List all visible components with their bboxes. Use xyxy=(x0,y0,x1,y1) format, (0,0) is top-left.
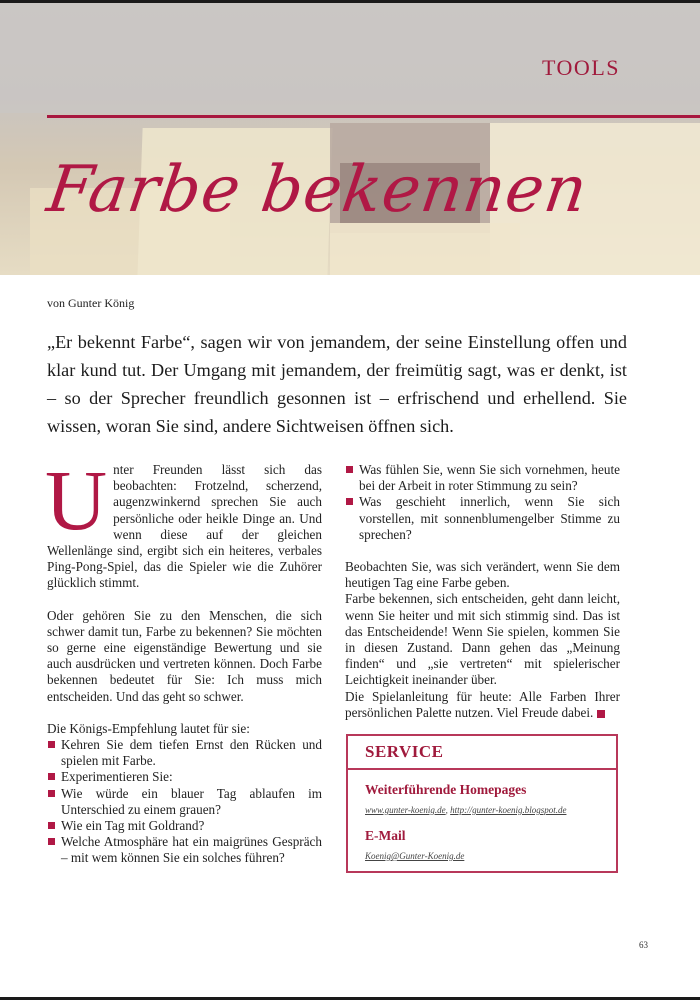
homepage-link-1[interactable]: www.gunter-koenig.de xyxy=(365,805,446,815)
list-intro: Die Königs-Empfehlung lautet für sie: xyxy=(47,720,250,736)
list-item: Was fühlen Sie, wenn Sie sich vornehmen, heute bei der Arbeit in roter Stimmung zu sein? xyxy=(345,462,620,494)
bullet-square-icon xyxy=(346,498,353,505)
bullet-square-icon xyxy=(48,838,55,845)
left-column xyxy=(45,452,322,867)
page-number: 63 xyxy=(639,940,648,950)
recommendation-list xyxy=(47,737,322,867)
bullet-square-icon xyxy=(346,466,353,473)
drop-cap: U xyxy=(45,452,108,548)
question-list xyxy=(345,462,620,543)
end-mark-icon xyxy=(597,710,605,718)
image-shape xyxy=(330,223,520,275)
bullet-square-icon xyxy=(48,790,55,797)
paragraph: Beobachten Sie, was sich verändert, wenn Sie dem heutigen Tag eine Farbe geben. xyxy=(345,559,620,591)
closing-paragraph: Die Spielanleitung für heute: Alle Farben Ihrer persönlichen Palette nutzen. Viel Freude dabei. xyxy=(345,688,620,720)
list-item: Kehren Sie dem tiefen Ernst den Rücken und spielen mit Farbe. xyxy=(47,737,322,769)
service-title: SERVICE xyxy=(348,736,616,770)
intro-paragraph: Unter Freunden lässt sich das beobachten: Frotzelnd, scherzend, augenzwinkernd sprechen Sie auch persönliche oder heikle Dinge an. Und wenn diese auf der gleichen Wellenlänge sind, ergibt sich ein heiteres, verbales Ping-Pong-Spiel, das die Spieler wie die Zuhörer glücklich stimmt. xyxy=(45,452,322,591)
list-item: Wie würde ein blauer Tag ablaufen im Unterschied zu einem grauen? xyxy=(47,786,322,818)
email-link[interactable]: Koenig@Gunter-Koenig.de xyxy=(365,851,465,861)
homepages-label: Weiterführende Homepages xyxy=(365,782,527,797)
right-column xyxy=(345,462,620,721)
email-label: E-Mail xyxy=(365,828,406,843)
byline: von Gunter König xyxy=(47,296,135,310)
section-label: TOOLS xyxy=(542,55,620,80)
lead-paragraph: „Er bekennt Farbe“, sagen wir von jemandem, der seine Einstellung offen und klar kund tut. Der Umgang mit jemandem, der freimütig sagt, was er denkt, ist – so der Sprecher freundlich gesonnen ist – erfrischend und erhellend. Sie wissen, woran Sie sind, andere Sichtweisen öffnen sich. xyxy=(47,332,627,436)
list-item: Wie ein Tag mit Goldrand? xyxy=(47,818,322,834)
list-item: Experimentieren Sie: xyxy=(47,769,322,785)
bullet-square-icon xyxy=(48,822,55,829)
bullet-square-icon xyxy=(48,741,55,748)
service-box: SERVICE Weiterführende Homepages www.gunter-koenig.de, http://gunter-koenig.blogspot.de E-Mail Koenig@Gunter-Koenig.de xyxy=(346,734,618,873)
paragraph: Farbe bekennen, sich entscheiden, geht dann leicht, wenn Sie heiter und mit sich stimmig sind. Das ist das Entscheidende! Wenn Sie spielen, kommen Sie in diesen Zustand. Dann gehen das „Meinung finden“ und „sie vertreten“ mit spielerischer Leichtigkeit ineinander über. xyxy=(345,591,620,688)
list-item: Was geschieht innerlich, wenn Sie sich vorstellen, mit sonnenblumengelber Stimme zu sprechen? xyxy=(345,494,620,543)
page-title: Farbe bekennen xyxy=(42,153,593,227)
bullet-square-icon xyxy=(48,773,55,780)
homepage-link-2[interactable]: http://gunter-koenig.blogspot.de xyxy=(450,805,567,815)
header-rule xyxy=(47,115,700,118)
header-image xyxy=(0,3,700,275)
paragraph: Oder gehören Sie zu den Menschen, die sich schwer damit tun, Farbe zu bekennen? Sie möchten so gerne eine eigenständige Bewertung und sie auch ausdrücken und vertreten können. Doch Farbe bekennen bedeutet für Sie: Ich muss mich entscheiden. Und das geht so schwer. xyxy=(47,607,322,704)
list-item: Welche Atmosphäre hat ein maigrünes Gespräch – mit wem können Sie ein solches führen? xyxy=(47,834,322,866)
